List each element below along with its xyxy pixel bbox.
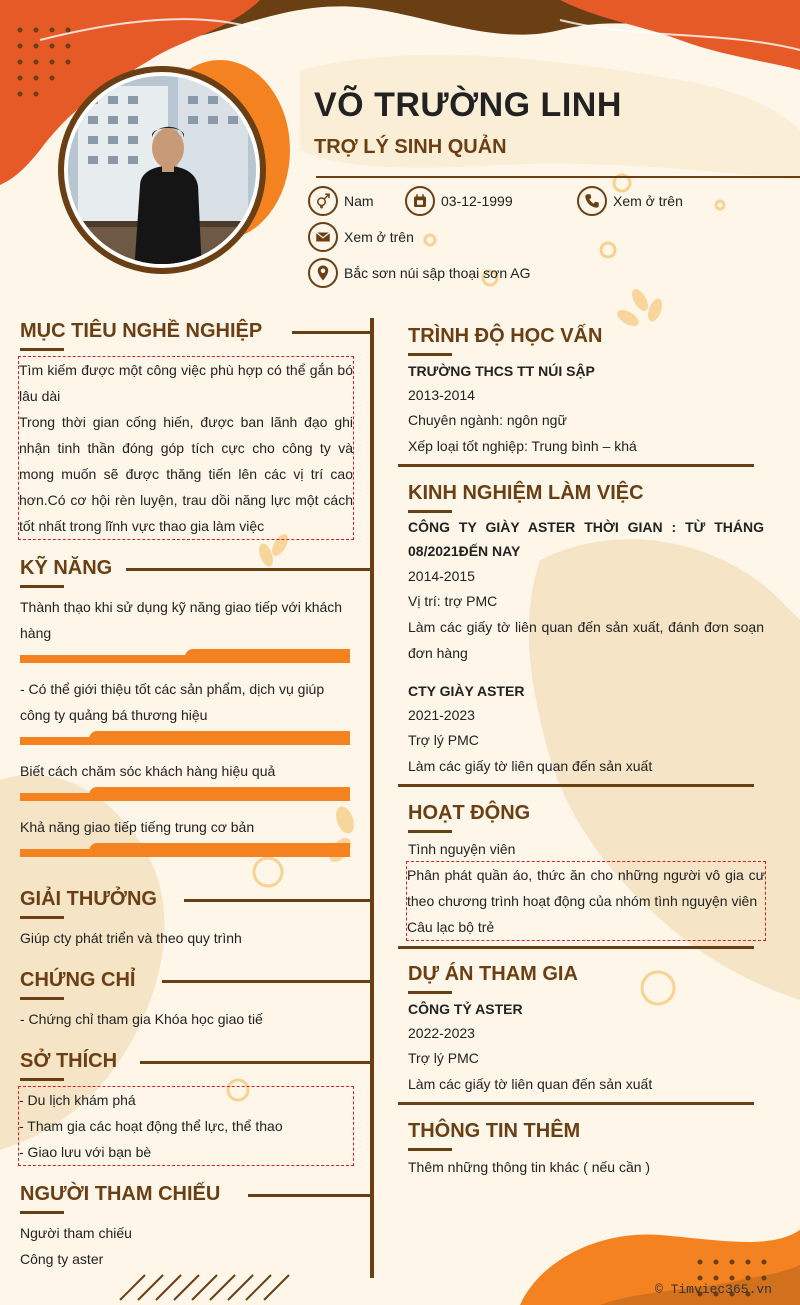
skill-bar-fill bbox=[89, 787, 350, 801]
gender-value: Nam bbox=[344, 193, 374, 209]
more-info-underline bbox=[408, 1148, 452, 1151]
contact-email bbox=[308, 222, 414, 252]
skill-label: Biết cách chăm sóc khách hàng hiệu quả bbox=[20, 763, 276, 779]
education-school: TRƯỜNG THCS TT NÚI SẬP bbox=[408, 363, 595, 379]
more-info-text: Thêm những thông tin khác ( nếu cần ) bbox=[408, 1159, 651, 1175]
activities-description: Phân phát quần áo, thức ăn cho những người vô gia cư theo chương trình hoạt động của nhóm tình nguyện viên bbox=[407, 867, 765, 909]
awards-title: GIẢI THƯỞNG bbox=[20, 888, 157, 910]
hobbies-line bbox=[140, 1061, 372, 1064]
more-info-title: THÔNG TIN THÊM bbox=[408, 1120, 581, 1142]
phone-icon bbox=[577, 186, 607, 216]
objective-text-1: Tìm kiếm được một công việc phù hợp có thể gắn bó lâu dài bbox=[19, 362, 353, 404]
activities-title: HOẠT ĐỘNG bbox=[408, 802, 531, 824]
experience-title: KINH NGHIỆM LÀM VIỆC bbox=[408, 482, 644, 504]
email-value: Xem ở trên bbox=[344, 229, 414, 245]
hobby-item: - Du lịch khám phá bbox=[19, 1092, 136, 1108]
objective-underline bbox=[20, 348, 64, 351]
contact-gender bbox=[308, 186, 374, 216]
header-divider bbox=[316, 176, 800, 178]
job-description: Làm các giấy tờ liên quan đến sản xuất bbox=[408, 758, 653, 774]
job-position: Vị trí: trợ PMC bbox=[408, 593, 498, 609]
awards-text: Giúp cty phát triển và theo quy trình bbox=[20, 930, 242, 946]
gender-icon bbox=[308, 186, 338, 216]
contact-phone bbox=[577, 186, 683, 216]
references-title: NGƯỜI THAM CHIẾU bbox=[20, 1183, 221, 1205]
skill-bar bbox=[20, 787, 350, 801]
awards-line bbox=[184, 899, 372, 902]
activities-bottom-line bbox=[398, 946, 754, 949]
candidate-role: TRỢ LÝ SINH QUẢN bbox=[314, 136, 507, 158]
objective-title: MỤC TIÊU NGHỀ NGHIỆP bbox=[20, 320, 263, 342]
job-years: 2021-2023 bbox=[408, 707, 475, 723]
contact-address bbox=[308, 258, 530, 288]
project-company: CÔNG TỶ ASTER bbox=[408, 1001, 523, 1017]
skill-label: Khả năng giao tiếp tiếng trung cơ bản bbox=[20, 819, 255, 835]
education-major: Chuyên ngành: ngôn ngữ bbox=[408, 412, 567, 428]
references-line bbox=[248, 1194, 372, 1197]
objective-line bbox=[292, 331, 372, 334]
person-photo-icon bbox=[68, 76, 260, 268]
hobby-item: - Giao lưu với bạn bè bbox=[19, 1144, 152, 1160]
skills-underline bbox=[20, 585, 64, 588]
activities-box bbox=[406, 861, 766, 941]
contact-dob bbox=[405, 186, 513, 216]
skill-label: Thành thạo khi sử dụng kỹ năng giao tiếp với khách hàng bbox=[20, 599, 343, 641]
certificates-title: CHỨNG CHỈ bbox=[20, 969, 136, 991]
skill-bar bbox=[20, 731, 350, 745]
email-icon bbox=[308, 222, 338, 252]
objective-text-2: Trong thời gian cống hiến, được ban lãnh đạo ghi nhận tinh thần đóng góp tích cực cho công ty và mong muốn sẽ được thăng tiến lên các vị trí cao hơn.Có cơ hội rèn luyện, trau dồi năng lực một cách tốt nhất trong lĩnh vực thao gia làm việc bbox=[19, 414, 353, 534]
certificates-underline bbox=[20, 997, 64, 1000]
projects-title: DỰ ÁN THAM GIA bbox=[408, 963, 578, 985]
skill-bar-fill bbox=[89, 843, 350, 857]
activities-role: Tình nguyện viên bbox=[408, 841, 516, 857]
objective-box bbox=[18, 356, 354, 540]
skills-title: KỸ NĂNG bbox=[20, 557, 113, 579]
education-title: TRÌNH ĐỘ HỌC VẤN bbox=[408, 325, 603, 347]
hobbies-box bbox=[18, 1086, 354, 1166]
hobby-item: - Tham gia các hoạt động thể lực, thể thao bbox=[19, 1118, 283, 1134]
activities-club: Câu lạc bộ trẻ bbox=[407, 919, 495, 935]
certificates-line bbox=[162, 980, 372, 983]
skill-label: - Có thể giới thiệu tốt các sản phẩm, dịch vụ giúp công ty quảng bá thương hiệu bbox=[20, 681, 325, 723]
project-description: Làm các giấy tờ liên quan đến sản xuất bbox=[408, 1076, 653, 1092]
skill-bar-fill bbox=[185, 649, 350, 663]
project-role: Trợ lý PMC bbox=[408, 1050, 479, 1066]
avatar-photo bbox=[64, 72, 260, 268]
references-underline bbox=[20, 1211, 64, 1214]
skills-line bbox=[126, 568, 372, 571]
projects-bottom-line bbox=[398, 1102, 754, 1105]
job-company: CTY GIÀY ASTER bbox=[408, 683, 525, 699]
education-underline bbox=[408, 353, 452, 356]
education-years: 2013-2014 bbox=[408, 387, 475, 403]
footer-watermark: © Timviec365.vn bbox=[654, 1282, 772, 1297]
job-description: Làm các giấy tờ liên quan đến sản xuất, đánh đơn soạn đơn hàng bbox=[408, 619, 764, 661]
job-position: Trợ lý PMC bbox=[408, 732, 479, 748]
education-bottom-line bbox=[398, 464, 754, 467]
address-value: Bắc sơn núi sập thoại sơn AG bbox=[344, 265, 531, 281]
education-grade: Xếp loại tốt nghiệp: Trung bình – khá bbox=[408, 438, 637, 454]
candidate-name: VÕ TRƯỜNG LINH bbox=[314, 86, 622, 124]
experience-underline bbox=[408, 510, 452, 513]
references-line-2: Công ty aster bbox=[20, 1251, 104, 1267]
dob-value: 03-12-1999 bbox=[441, 193, 513, 209]
location-icon bbox=[308, 258, 338, 288]
activities-underline bbox=[408, 830, 452, 833]
references-line-1: Người tham chiếu bbox=[20, 1225, 132, 1241]
skill-bar bbox=[20, 843, 350, 857]
certificates-text: - Chứng chỉ tham gia Khóa học giao tiế bbox=[20, 1011, 263, 1027]
job-years: 2014-2015 bbox=[408, 568, 475, 584]
phone-value: Xem ở trên bbox=[613, 193, 683, 209]
experience-bottom-line bbox=[398, 784, 754, 787]
skill-bar bbox=[20, 649, 350, 663]
awards-underline bbox=[20, 916, 64, 919]
projects-underline bbox=[408, 991, 452, 994]
column-divider bbox=[370, 318, 374, 1278]
avatar bbox=[58, 66, 266, 274]
hobbies-underline bbox=[20, 1078, 64, 1081]
skill-bar-fill bbox=[89, 731, 350, 745]
job-company: CÔNG TY GIÀY ASTER THỜI GIAN : TỪ THÁNG 08/2021ĐẾN NAY bbox=[408, 519, 764, 559]
project-years: 2022-2023 bbox=[408, 1025, 475, 1041]
calendar-icon bbox=[405, 186, 435, 216]
hobbies-title: SỞ THÍCH bbox=[20, 1050, 118, 1072]
